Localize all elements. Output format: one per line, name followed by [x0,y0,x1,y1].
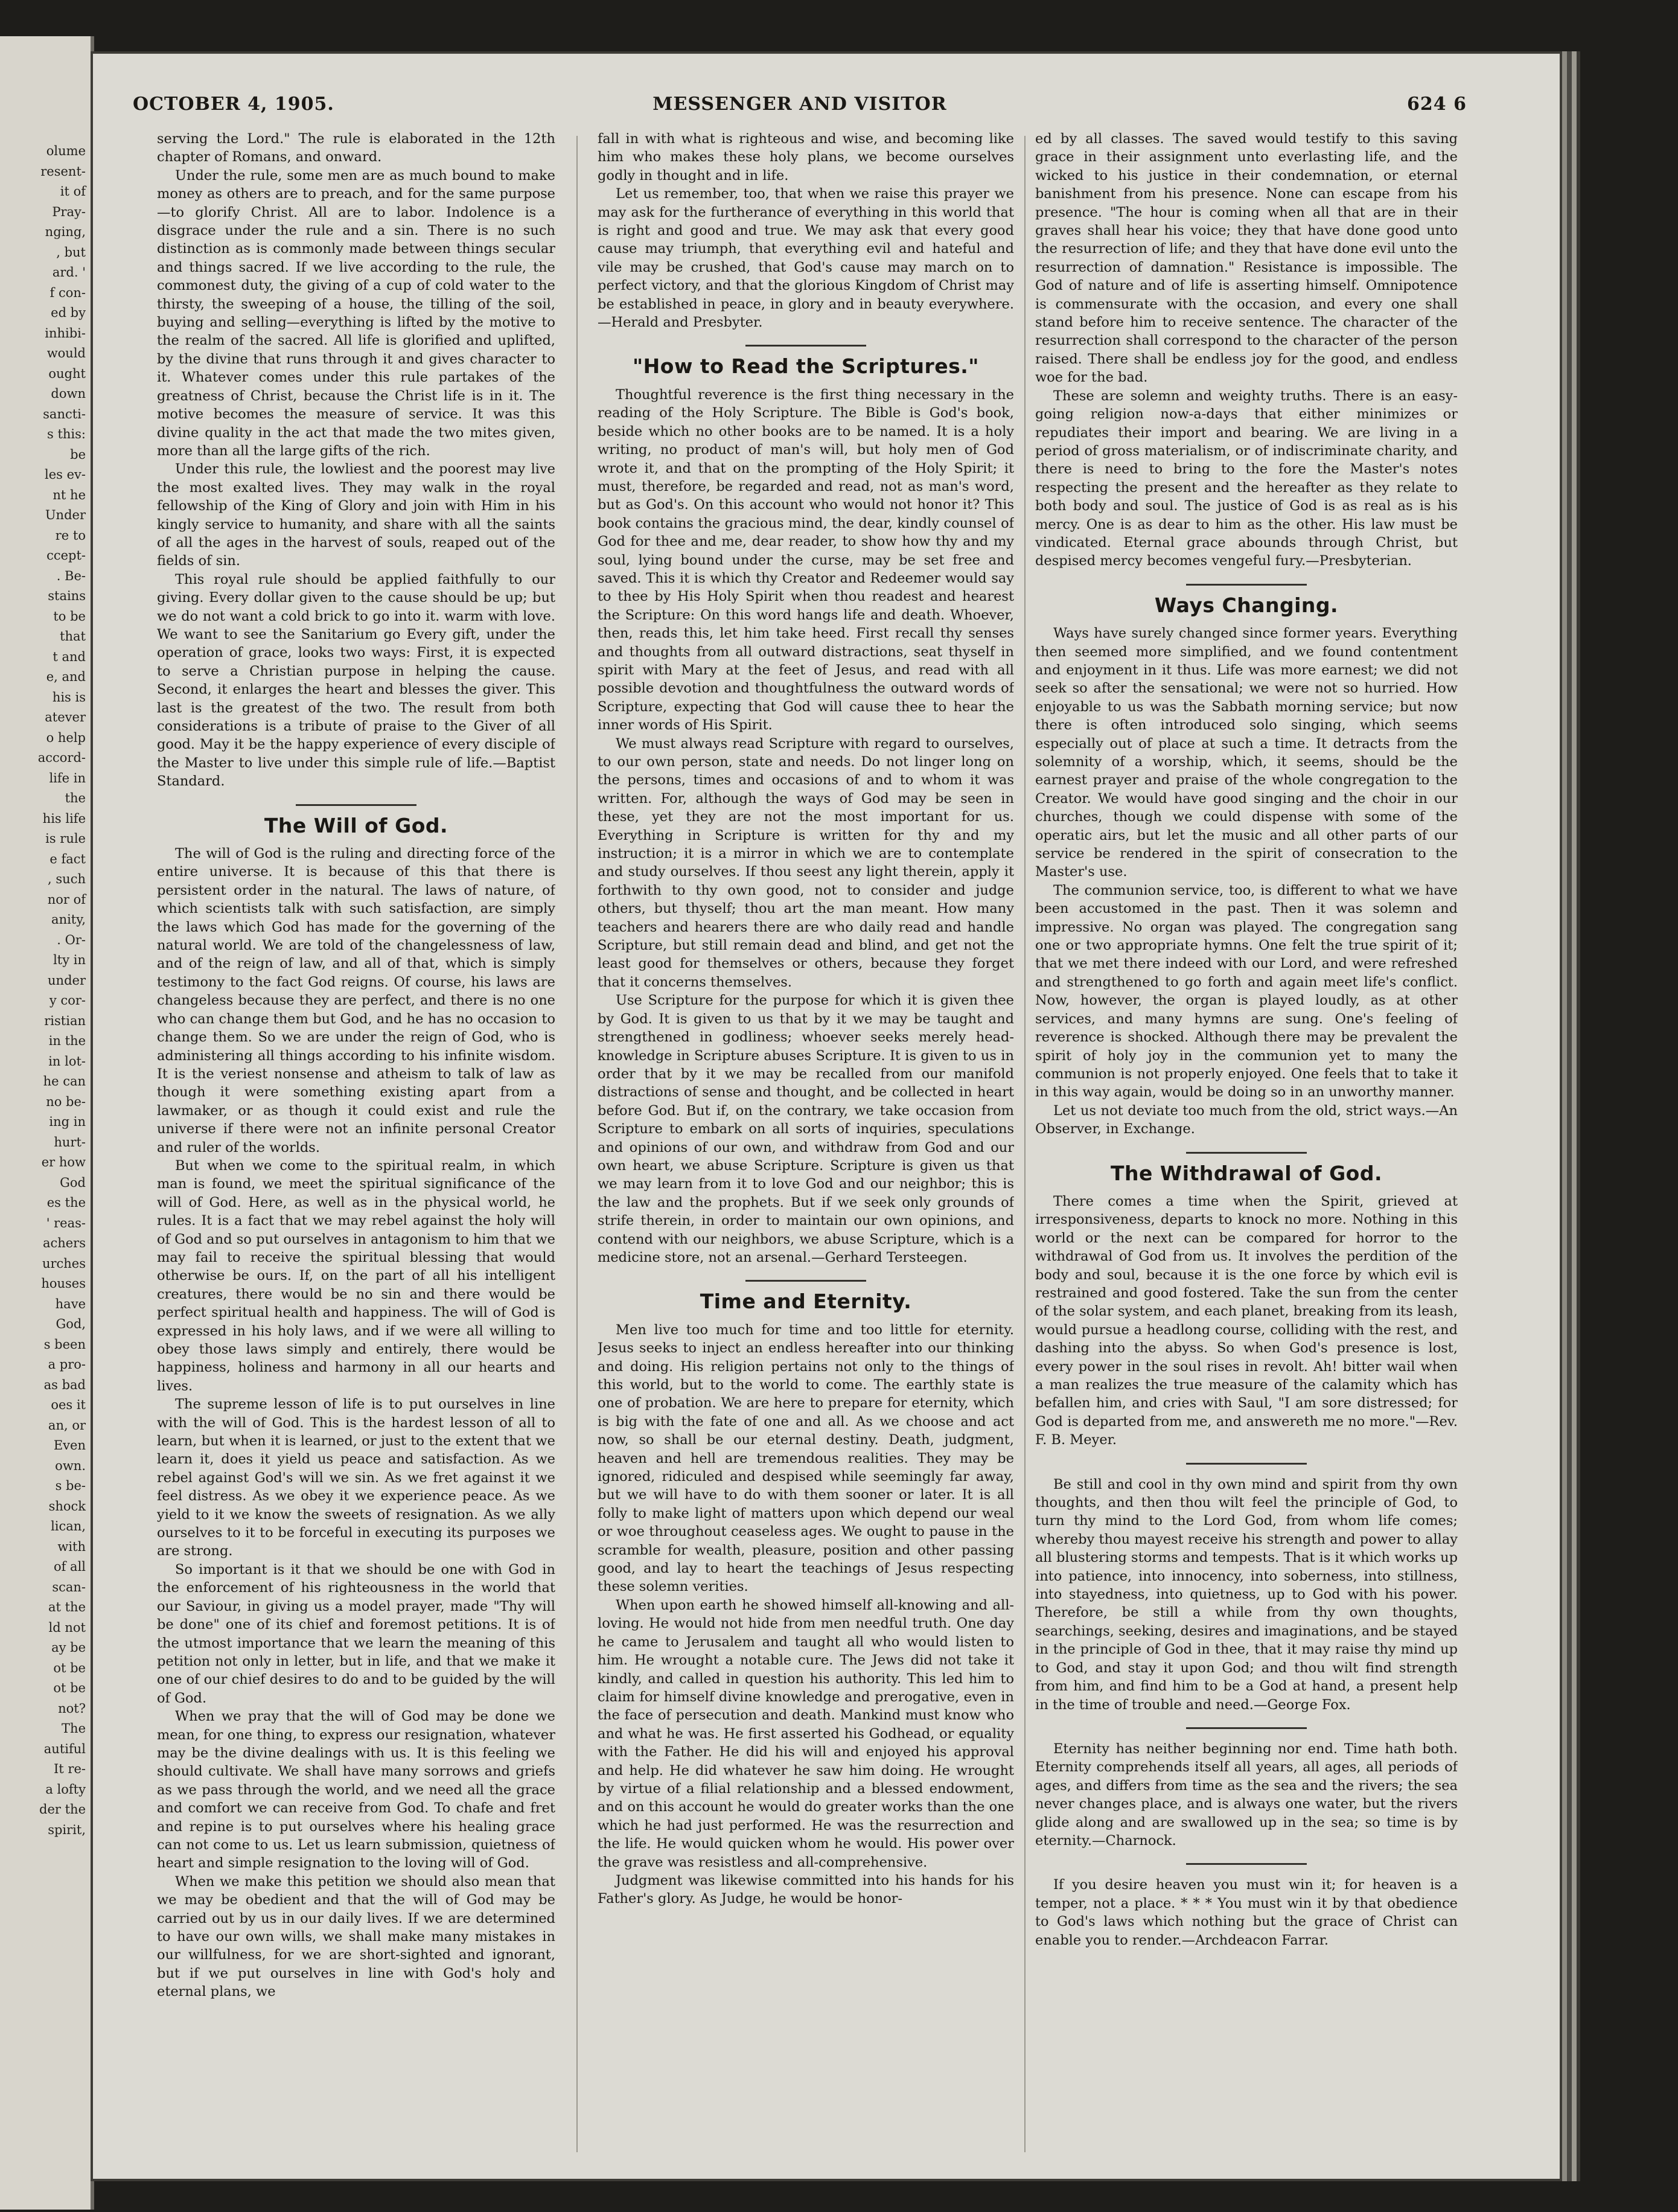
article-paragraph: Ways have surely changed since former years. Everything then seemed more simplified, and we found contentment and enjoyment in it thus. Life was more earnest; we did not seek so after the sensational; we were not so hurried. How enjoyable to us was the Sabbath morning service; but now there is often introduced solo singing, which seems especially out of place at such a time. It detracts from the solemnity of a worship, which, it seems, should be the earnest prayer and praise of the whole congregation to the Creator. We would have good singing and the choir in our churches, though we could dispense with some of the operatic airs, but let the music and all other parts of our service be rendered in the spirit of consecration to the Master's use. [1035,625,1458,880]
margin-fragment: nt he [53,487,86,502]
article-paragraph: The communion service, too, is different to what we have been accustomed in the past. Then it was solemn and impressive. No organ was played. The congregation sang one or two appropriate hymns. One felt the true spirit of it; that we met there indeed with our Lord, and were refreshed and strengthened to go forth and again meet life's conflict. Now, however, the organ is played loudly, as at other services, and many hymns are sung. One's feeling of reverence is shocked. Although there may be prevalent the spirit of holy joy in the communion yet to many the communion is not properly enjoyed. One feels that to take it in this way again, would be doing so in an unworthy manner. [1035,882,1458,1101]
margin-fragment: s been [43,1337,86,1352]
article-heading: "How to Read the Scriptures." [632,354,980,379]
publication-title: MESSENGER AND VISITOR [652,94,947,115]
margin-fragment: sancti- [43,406,86,421]
margin-fragment: les ev- [45,467,86,482]
margin-fragment: inhibi- [45,325,86,340]
margin-fragment: down [51,386,86,401]
margin-fragment: life in [49,770,86,785]
margin-fragment: stains [48,589,86,603]
margin-fragment: ed by [51,305,86,320]
section-divider [1186,1463,1307,1465]
article-paragraph: These are solemn and weighty truths. There is an easy-going religion now-a-days that either minimizes or repudiates their import and bearing. We are living in a period of gross materialism, or of indiscriminate charity, and there is need to bring to the fore the Master's notes respecting the present and the hereafter as they relate to both body and soul. The justice of God is as real as is his mercy. One is as dear to him as the other. His law must be vindicated. Eternal grace abounds through Christ, but despised mercy becomes vengeful fury.—Presbyterian. [1035,388,1458,569]
margin-fragment: that [60,629,86,644]
article-paragraph: Men live too much for time and too little for eternity. Jesus seeks to inject an endless hereafter into our thinking and doing. His religion pertains not only to the things of this world, but to the world to come. The earthly state is one of probation. We are here to prepare for eternity, which is big with the fate of one and all. As we choose and act now, so shall be our eternal destiny. Death, judgment, heaven and hell are tremendous realities. They may be ignored, ridiculed and despised while seemingly far away, but we will have to do with them sooner or later. It is all folly to make light of matters upon which depend our weal or woe throughout ceaseless ages. We ought to pause in the scramble for wealth, pleasure, position and other passing good, and lay to heart the teachings of Jesus respecting these solemn verities. [598,1322,1014,1595]
section-divider [745,1280,866,1282]
margin-fragment: t and [53,649,86,664]
margin-fragment: It re- [54,1762,86,1776]
margin-fragment: f con- [49,285,86,300]
margin-fragment: . Be- [56,568,86,583]
margin-fragment: ard. ' [52,265,86,280]
margin-fragment: es the [46,1195,86,1210]
margin-fragment: nor of [47,892,86,907]
article-paragraph: The will of God is the ruling and directing force of the entire universe. It is because of this that there is persistent order in the natural. The laws of nature, of which scientists talk with such satisfaction, are simply the laws which God has made for the governing of the natural world. We are told of the changelessness of law, and of the reign of law, and all of that, which is simply testimony to the fact God reigns. Of course, his laws are changeless because they are perfect, and there is no one who can change them but God, and he has no occasion to change them. So we are under the reign of God, who is administering all things according to his infinite wisdom. It is the veriest nonsense and atheism to talk of law as though it were something existing apart from a lawmaker, or as though it could exist and rule the universe if there were not an infinite personal Creator and ruler of the worlds. [157,846,555,1156]
article-paragraph: This royal rule should be applied faithfully to our giving. Every dollar given to the cause should be up; but we do not want a cold brick to go into it. warm with love. We want to see the Sanitarium go Every gift, under the operation of grace, looks two ways: First, it is expected to serve a Christian purpose in helping the cause. Second, it enlarges the heart and blesses the giver. This last is the greatest of the two. The result from both considerations is a tribute of praise to the Giver of all good. May it be the happy experience of every disciple of the Master to live under this simple rule of life.—Baptist Standard. [157,571,555,790]
article-paragraph: We must always read Scripture with regard to ourselves, to our own person, state and needs. Do not linger long on the persons, times and occasions of and to whom it was written. For, although the ways of God may be seen in these, yet they are not the most important for us. Everything in Scripture is written for thy and my instruction; it is a mirror in which we are to contemplate and study ourselves. If thou seest any light therein, apply it forthwith to thy own good, not to consider and judge others, but thyself; thou art the man meant. How many teachers and hearers there are who daily read and handle Scripture, but still remain dead and blind, and get not the least good for themselves or others, because they forget that it concerns themselves. [598,735,1014,990]
margin-fragment: re to [55,528,86,543]
margin-fragment: atever [45,710,86,724]
margin-fragment: o help [46,730,86,745]
section-divider [296,804,416,806]
margin-fragment: nging, [45,225,86,239]
margin-fragment: ot be [53,1681,86,1695]
section-divider [1186,584,1307,586]
margin-fragment: oes it [51,1398,86,1412]
article-paragraph: Under the rule, some men are as much bound to make money as others are to preach, and for the same purpose—to glorify Christ. All are to labor. Indolence is a disgrace under the rule and a sin. There is no such distinction as is commonly made between things secular and things sacred. If we live according to the rule, the commonest duty, the giving of a cup of cold water to the thirsty, the sweeping of a house, the tilling of the soil, buying and selling—everything is lifted by the motive to the realm of the sacred. All life is glorified and uplifted, by the divine that runs through it and gives character to it. Whatever comes under this rule partakes of the greatness of Christ, because the Christ life is in it. The motive becomes the measure of service. It was this divine quality in the act that made the two mites given, more than all the large gifts of the rich. [157,167,555,459]
column-1 [157,130,555,2158]
margin-fragment: under [48,973,86,988]
article-paragraph: Eternity has neither beginning nor end. Time hath both. Eternity comprehends itself all years, all ages, all periods of ages, and differs from time as the sea and the rivers; the sea never changes place, and is always one water, but the rivers glide along and are swallowed up in the sea; so time is by eternity.—Charnock. [1035,1741,1458,1849]
margin-fragment: ' reas- [46,1215,86,1230]
margin-fragment: in the [48,1034,86,1048]
adjacent-page-fragment [0,36,94,2210]
margin-fragment: ought [48,366,86,381]
margin-fragment: an, or [48,1418,86,1433]
article-heading: The Withdrawal of God. [1110,1161,1382,1185]
margin-fragment: Under [45,508,86,522]
margin-fragment: be [70,447,86,462]
article-paragraph: The supreme lesson of life is to put ourselves in line with the will of God. This is the hardest lesson of all to learn, but when it is learned, or just to the extent that we learn it, does it yield us peace and satisfaction. As we rebel against God's will we sin. As we fret against it we feel distress. As we obey it we experience peace. As we yield to it we know the sweets of resignation. As we ally ourselves to it to be forceful in executing its purposes we are strong. [157,1396,555,1559]
margin-fragment: a pro- [48,1357,86,1372]
margin-fragment: houses [41,1276,86,1291]
article-heading: Ways Changing. [1154,593,1339,617]
margin-fragment: of all [53,1559,86,1574]
margin-fragment: Even [53,1438,86,1453]
margin-fragment: it of [60,184,86,199]
margin-fragment: no be- [46,1094,86,1109]
margin-fragment: is rule [45,831,86,846]
article-paragraph: Be still and cool in thy own mind and spirit from thy own thoughts, and then thou wilt feel the principle of God, to turn thy mind to the Lord God, from whom life comes; whereby thou mayest receive his strength and power to allay all blustering storms and tempests. That is it which works up into patience, into innocency, into soberness, into stillness, into stayedness, into quietness, up to God with his power. Therefore, be still a while from thy own thoughts, searchings, seeking, desires and imaginations, and be stayed in the principle of God in thee, that it may raise thy mind up to God, and stay it upon God; and thou wilt find strength from him, and find him to be a God at hand, a present help in the time of trouble and need.—George Fox. [1035,1476,1458,1713]
margin-fragment: in lot- [48,1053,86,1069]
margin-fragment: hurt- [54,1134,86,1149]
article-heading: The Will of God. [264,813,448,837]
margin-fragment: der the [39,1802,86,1817]
column-2 [598,130,1014,2158]
margin-fragment: ay be [51,1640,86,1655]
margin-fragment: to be [53,609,86,624]
margin-fragment: achers [42,1236,86,1250]
margin-fragment: e fact [49,851,86,866]
article-paragraph: When we make this petition we should also mean that we may be obedient and that the will of God may be carried out by us in our daily lives. If we are determined to have our own wills, we shall make many mistakes in our willfulness, for we are short-sighted and ignorant, but if we put ourselves in line with God's holy and eternal plans, we [157,1873,555,2000]
margin-fragment: Pray- [52,204,86,219]
margin-fragment: lican, [51,1519,86,1533]
article-paragraph: serving the Lord." The rule is elaborated in the 12th chapter of Romans, and onward. [157,131,555,165]
margin-fragment: autiful [43,1741,86,1756]
column-3 [1035,130,1458,2158]
margin-fragment: anity, [51,912,86,927]
section-divider [1186,1152,1307,1154]
margin-fragment: own. [55,1458,86,1473]
article-paragraph: So important is it that we should be one with God in the enforcement of his righteousness in the world that our Saviour, in giving us a model prayer, made "Thy will be done" one of its chief and foremost petitions. It is of the utmost importance that we learn the meaning of this petition not only in letter, but in life, and that we make it one of our chief desires to do and to be guided by the will of God. [157,1561,555,1706]
article-paragraph: When upon earth he showed himself all-knowing and all-loving. He would not hide from men needful truth. One day he came to Jerusalem and taught all who would listen to him. He wrought a notable cure. The Jews did not take it kindly, and called in question his authority. This led him to claim for himself divine knowledge and prerogative, even in the face of persecution and death. Mankind must know who and what he was. He first asserted his Godhead, or equality with the Father. He did his will and enjoyed his approval and help. He did whatever he saw him doing. He wrought by virtue of a filial relationship and a blessed endowment, and on this account he would do greater works than the one which he had just performed. He was the resurrection and the life. He would quicken whom he would. His power over the grave was resistless and all-comprehensive. [598,1597,1014,1870]
margin-fragment: urches [42,1256,86,1271]
margin-fragment: ccept- [46,548,86,563]
margin-fragment: lty in [53,953,86,967]
margin-fragment: The [62,1721,86,1736]
margin-fragment: ristian [44,1013,86,1028]
margin-fragment: ld not [48,1620,86,1635]
margin-fragment: would [46,346,86,360]
margin-fragment: have [55,1296,86,1311]
margin-fragment: at the [48,1600,86,1614]
margin-fragment: not? [58,1701,86,1716]
article-heading: Time and Eternity. [700,1290,912,1314]
margin-fragment: God, [56,1317,86,1331]
margin-fragment: ot be [53,1660,86,1675]
section-divider [1186,1727,1307,1729]
section-divider [1186,1863,1307,1865]
page-number: 624 6 [1407,94,1467,115]
margin-fragment: er how [41,1155,86,1169]
margin-fragment: the [65,791,86,805]
margin-fragment: as bad [43,1377,86,1392]
margin-fragment: a lofty [45,1782,86,1797]
page-header [133,94,1467,124]
margin-fragment: with [57,1539,86,1554]
margin-fragment: , such [48,872,86,886]
margin-fragment: spirit, [48,1822,86,1837]
margin-fragment: s be- [55,1478,86,1493]
section-divider [745,345,866,347]
issue-date: OCTOBER 4, 1905. [133,94,334,115]
article-paragraph: If you desire heaven you must win it; for heaven is a temper, not a place. * * * You must win it by that obedience to God's laws which nothing but the grace of Christ can enable you to render.—Archdeacon Farrar. [1035,1877,1458,1948]
article-paragraph: Let us not deviate too much from the old, strict ways.—An Observer, in Exchange. [1035,1102,1458,1137]
article-paragraph: Under this rule, the lowliest and the poorest may live the most exalted lives. They may walk in the royal fellowship of the King of Glory and join with Him in his kingly service to humanity, and share with all the saints of all the ages in the harvest of souls, reaped out of the fields of sin. [157,461,555,569]
margin-fragment: scan- [52,1579,86,1594]
margin-fragment: shock [48,1498,86,1514]
article-paragraph: ed by all classes. The saved would testify to this saving grace in their assignment unto everlasting life, and the wicked to his justice in their condemnation, or eternal banishment from his presence. None can escape from his presence. "The hour is coming when all that are in their graves shall hear his voice; they that have done good unto the resurrection of life; and they that have done evil unto the resurrection of damnation." Resistance is impossible. The God of nature and of life is asserting himself. Omnipotence is commensurate with the occasion, and every one shall stand before him to receive sentence. The character of the resurrection shall correspond to the character of the person raised. There shall be endless joy for the good, and endless woe for the bad. [1035,131,1458,386]
margin-fragment: e, and [46,670,86,684]
article-paragraph: Use Scripture for the purpose for which it is given thee by God. It is given to us that by it we may be taught and strengthened in godliness; whoever seeks merely head-knowledge in Scripture abuses Scripture. It is given to us in order that by it we may be recalled from our manifold distractions of sense and thought, and be collected in heart before God. But if, on the contrary, we take occasion from Scripture to embark on all sorts of inquiries, speculations and opinions of our own, and withdraw from God and our own heart, we abuse Scripture. Scripture is given us that we may learn from it to love God and our neighbor; this is the law and the prophets. But if we seek only grounds of strife therein, in order to maintain our own opinions, and contend with our neighbors, we abuse Scripture, which is a medicine store, not an arsenal.—Gerhard Tersteegen. [598,993,1014,1265]
article-paragraph: Judgment was likewise committed into his hands for his Father's glory. As Judge, he would be honor- [598,1872,1014,1907]
margin-fragment: y cor- [49,993,86,1008]
article-paragraph: When we pray that the will of God may be done we mean, for one thing, to express our resignation, whatever may be the divine dealings with us. It is this feeling we should cultivate. We shall have many sorrows and griefs as we pass through the world, and we need all the grace and comfort we can receive from God. To chafe and fret and repine is to put ourselves where his healing grace can not come to us. Let us learn submission, quietness of heart and simple resignation to the loving will of God. [157,1709,555,1872]
column-divider [1024,136,1026,2152]
margin-fragment: resent- [40,164,86,179]
article-paragraph: Let us remember, too, that when we raise this prayer we may ask for the furtherance of everything in this world that is right and good and true. We may ask that every good cause may triumph, that everything evil and hateful and vile may be crushed, that God's cause may march on to perfect victory, and that the glorious Kingdom of Christ may be established in peace, in glory and in beauty everywhere.—Herald and Presbyter. [598,186,1014,331]
article-paragraph: fall in with what is righteous and wise, and becoming like him who makes these holy plans, we become ourselves godly in thought and in life. [598,131,1014,184]
article-paragraph: But when we come to the spiritual realm, in which man is found, we meet the spiritual significance of the will of God. Here, as well as in the physical world, he rules. It is a fact that we may rebel against the holy will of God and so put ourselves in antagonism to him that we may fail to receive the spiritual blessing that would otherwise be ours. If, on the part of all his intelligent creatures, there would be no sin and there would be perfect spiritual health and happiness. The will of God is expressed in his holy laws, and if we were all willing to obey those laws simply and entirely, there would be happiness, holiness and harmony in all our hearts and lives. [157,1157,555,1394]
article-paragraph: Thoughtful reverence is the first thing necessary in the reading of the Holy Scripture. The Bible is God's book, beside which no other books are to be named. It is a holy writing, no product of man's will, but holy men of God wrote it, and that on the prompting of the Holy Spirit; it must, therefore, be regarded and read, not as man's word, but as God's. On this account who would not honor it? This book contains the gracious mind, the dear, kindly counsel of God for thee and me, dear reader, to show how thy and my soul, lying bound under the curse, may be set free and saved. This it is which thy Creator and Redeemer would say to thee by His Holy Spirit when thou readest and hearest the Scripture: On this word hangs life and death. Whoever, then, reads this, let him take heed. First recall thy senses and thoughts from all outward distractions, seat thyself in spirit with Mary at the feet of Jesus, and read with all possible devotion and thoughtfulness the outward words of Scripture, expecting that God will cause thee to hear the inner words of His Spirit. [598,386,1014,734]
margin-fragment: , but [56,245,86,260]
margin-fragment: ing in [49,1114,86,1129]
margin-fragment: his is [52,689,86,705]
margin-fragment: olume [46,144,86,158]
article-paragraph: There comes a time when the Spirit, grieved at irresponsiveness, departs to knock no more. Nothing in this world or the next can be compared for horror to the withdrawal of God from us. It involves the perdition of the body and soul, because it is the one force by which evil is restrained and good fostered. Take the sun from the center of the solar system, and each planet, breaking from its leash, would pursue a headlong course, colliding with the rest, and dashing into the abyss. So when God's presence is lost, every power in the soul rises in revolt. Ah! bitter wail when a man realizes the true measure of the calamity which has befallen him, and cries with Saul, "I am sore distressed; for God is departed from me, and answereth me no more."—Rev. F. B. Meyer. [1035,1193,1458,1448]
margin-fragment: s this: [47,427,86,441]
margin-fragment: accord- [37,750,86,765]
margin-fragment: he can [43,1074,86,1088]
margin-fragment: God [60,1175,86,1190]
column-divider [576,136,578,2152]
margin-fragment: his life [42,811,86,826]
margin-fragment: . Or- [57,932,86,947]
